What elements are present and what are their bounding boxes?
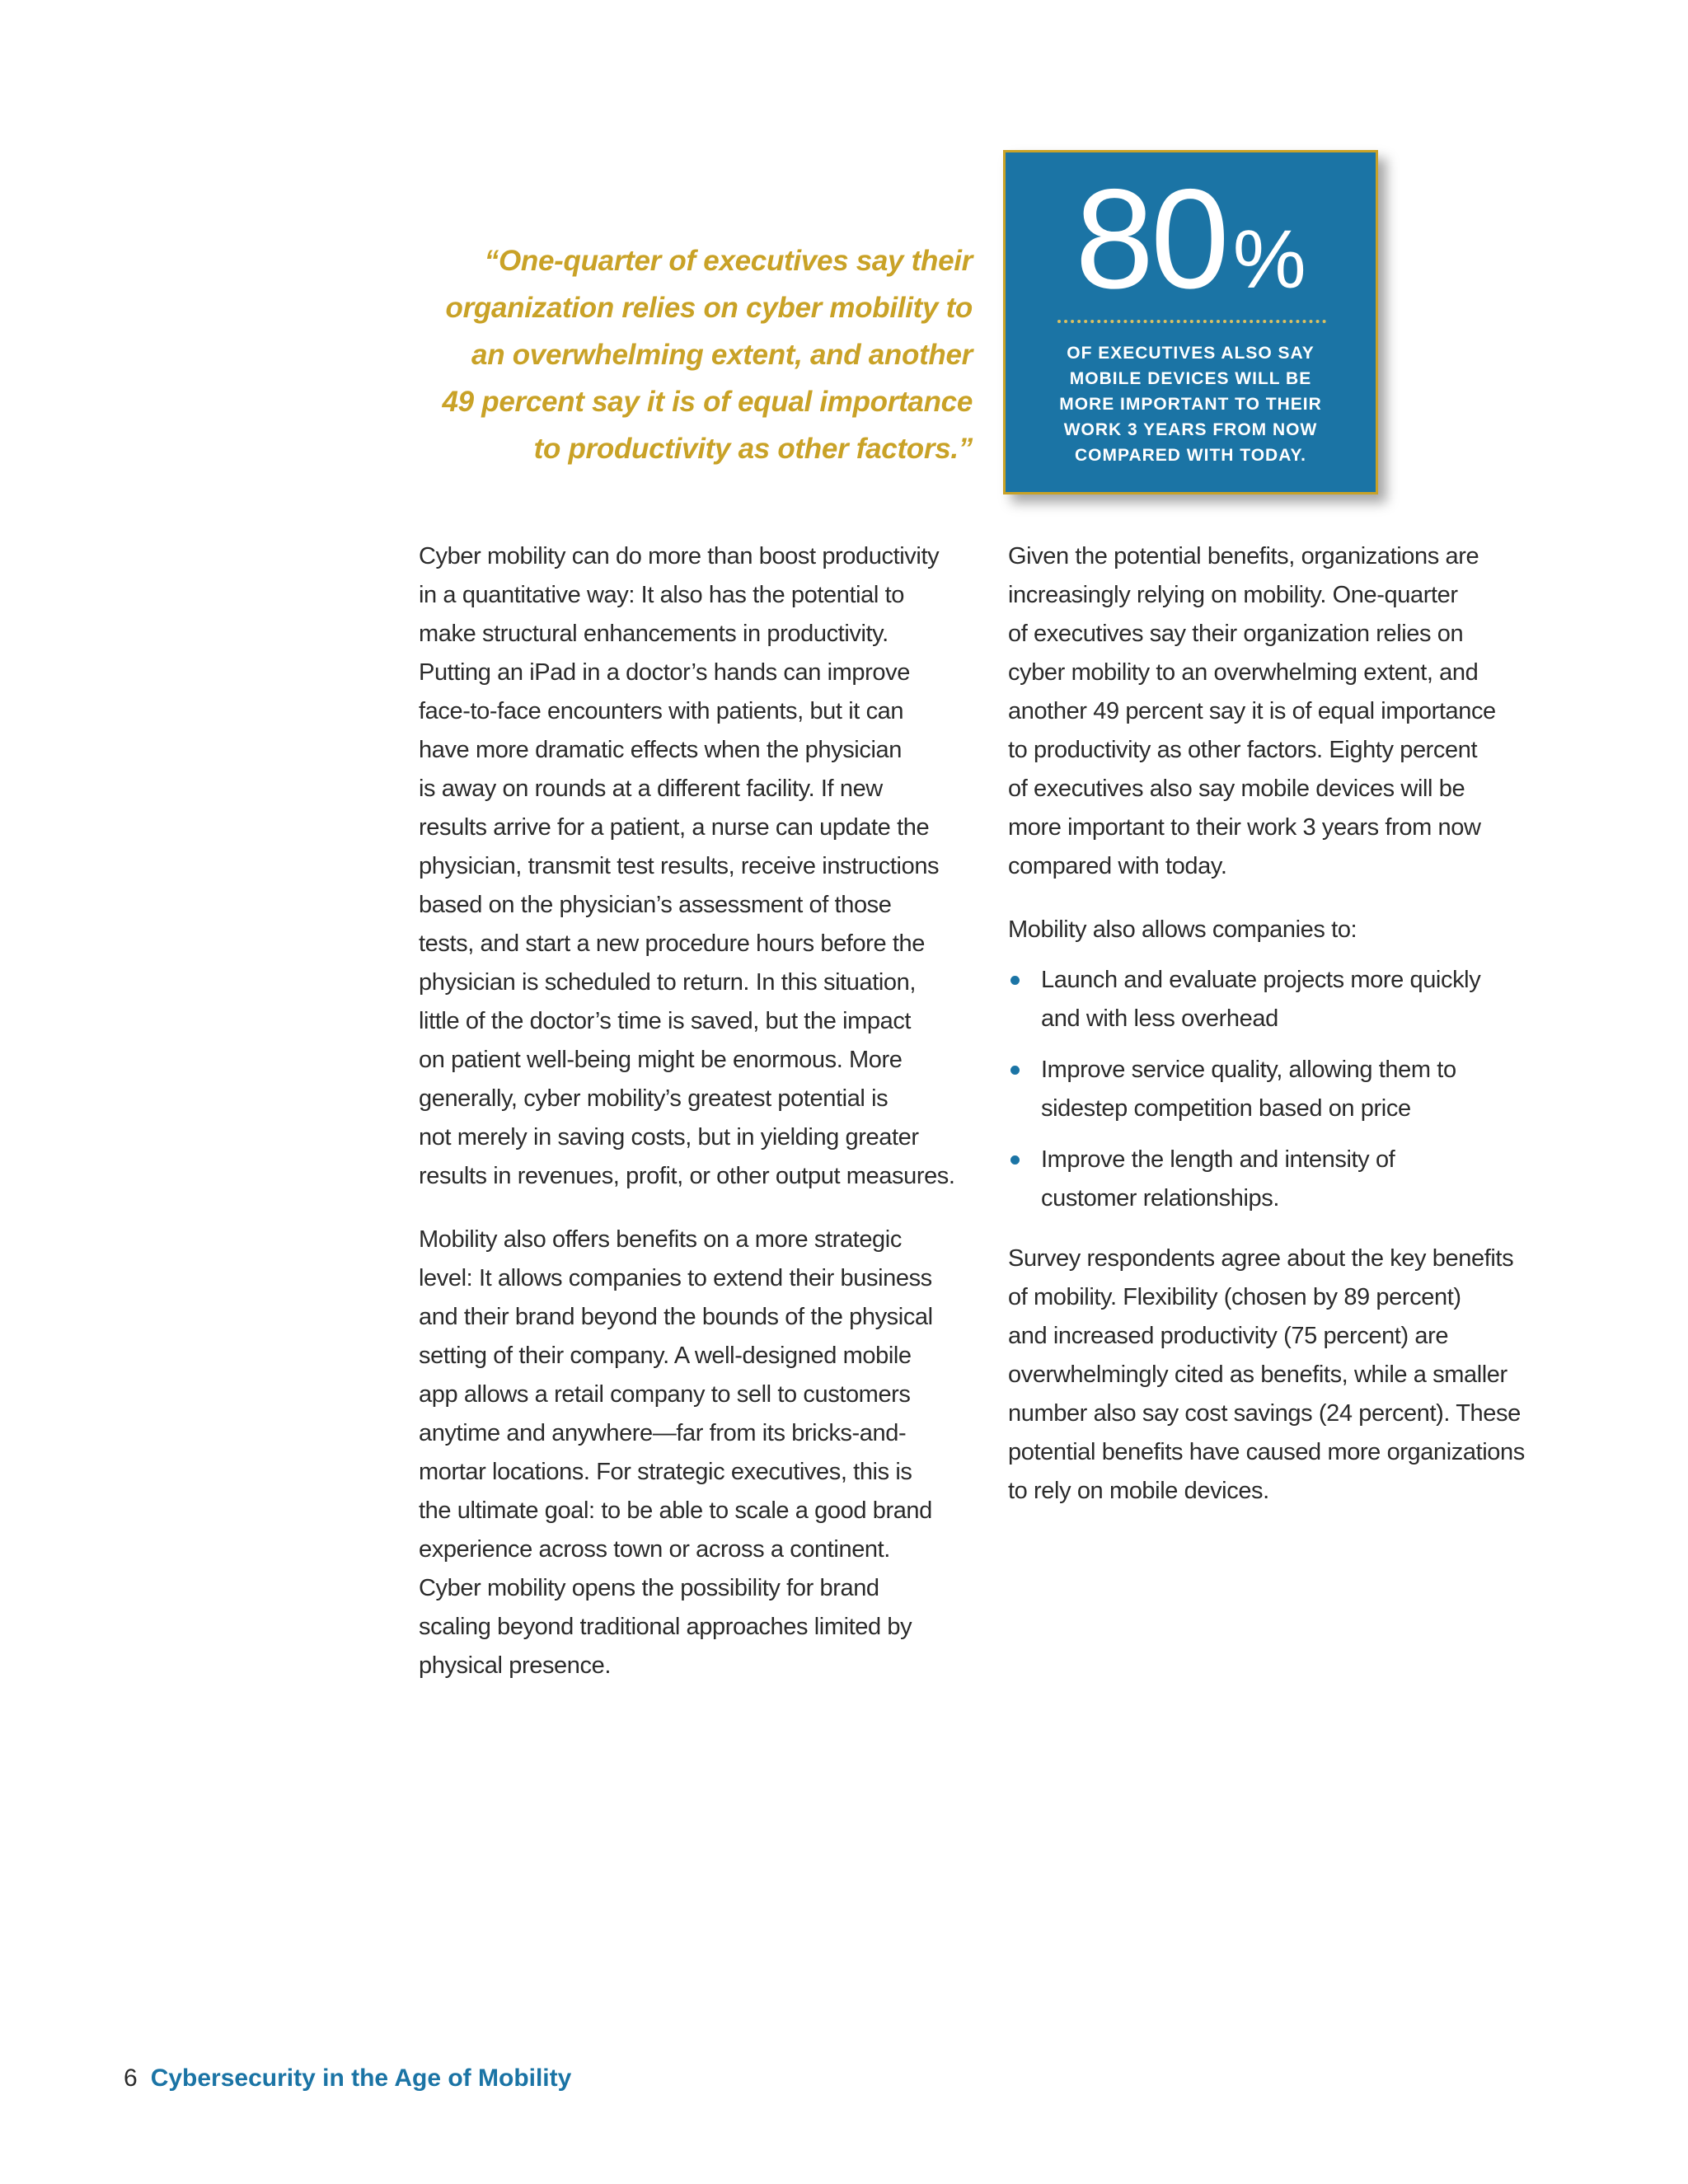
pull-quote-line: 49 percent say it is of equal importance xyxy=(442,386,973,418)
text-line: results arrive for a patient, a nurse can update the xyxy=(419,814,930,841)
right-text-column xyxy=(1008,537,1585,1535)
stat-caption-line: COMPARED WITH TODAY. xyxy=(1075,446,1306,465)
text-line: of mobility. Flexibility (chosen by 89 percent) xyxy=(1008,1284,1461,1310)
text-line: the ultimate goal: to be able to scale a good brand xyxy=(419,1497,932,1524)
text-line: scaling beyond traditional approaches limited by xyxy=(419,1614,912,1640)
footer-title: Cybersecurity in the Age of Mobility xyxy=(150,2064,572,2092)
stat-caption xyxy=(1022,340,1359,468)
bullet-dot-icon xyxy=(1010,1155,1020,1165)
benefits-list xyxy=(1008,961,1585,1218)
text-line: Launch and evaluate projects more quickly xyxy=(1041,967,1481,993)
stat-number: 80 xyxy=(1075,160,1226,318)
text-line: tests, and start a new procedure hours before the xyxy=(419,930,925,957)
text-line: generally, cyber mobility’s greatest potential is xyxy=(419,1085,889,1112)
text-line: potential benefits have caused more organizations xyxy=(1008,1439,1525,1465)
text-line: compared with today. xyxy=(1008,853,1227,879)
text-line: make structural enhancements in productivity. xyxy=(419,621,889,647)
text-line: Mobility also offers benefits on a more strategic xyxy=(419,1226,902,1253)
text-line: Given the potential benefits, organizations are xyxy=(1008,543,1479,569)
text-line: physician, transmit test results, receive instructions xyxy=(419,853,940,879)
page-footer xyxy=(124,2062,571,2095)
pull-quote xyxy=(412,237,973,472)
body-paragraph xyxy=(1008,537,1585,886)
list-item xyxy=(1008,961,1585,1038)
text-line: Putting an iPad in a doctor’s hands can improve xyxy=(419,659,910,686)
text-line: to rely on mobile devices. xyxy=(1008,1478,1269,1504)
body-paragraph xyxy=(419,1221,996,1685)
body-paragraph xyxy=(1008,1240,1585,1511)
dotted-divider xyxy=(1057,320,1326,323)
page-number: 6 xyxy=(124,2064,138,2092)
text-line: Improve service quality, allowing them to xyxy=(1041,1057,1456,1083)
stat-caption-line: MOBILE DEVICES WILL BE xyxy=(1069,369,1312,388)
text-line: face-to-face encounters with patients, but it can xyxy=(419,698,904,724)
text-line: customer relationships. xyxy=(1041,1185,1279,1212)
left-text-column xyxy=(419,537,996,1710)
text-line: based on the physician’s assessment of those xyxy=(419,892,892,918)
pull-quote-line: “One-quarter of executives say their xyxy=(484,245,973,277)
text-line: results in revenues, profit, or other output measures. xyxy=(419,1163,955,1189)
text-line: of executives say their organization relies on xyxy=(1008,621,1464,647)
pull-quote-line: to productivity as other factors.” xyxy=(533,433,973,465)
text-line: Survey respondents agree about the key benefits xyxy=(1008,1245,1514,1272)
text-line: and their brand beyond the bounds of the physical xyxy=(419,1304,933,1330)
body-paragraph xyxy=(419,537,996,1196)
text-line: Mobility also allows companies to: xyxy=(1008,916,1357,943)
stat-caption-line: MORE IMPORTANT TO THEIR xyxy=(1059,395,1322,414)
text-line: mortar locations. For strategic executives, this is xyxy=(419,1459,912,1485)
bullet-dot-icon xyxy=(1010,976,1020,985)
text-line: physician is scheduled to return. In this situation, xyxy=(419,969,917,996)
text-line: more important to their work 3 years from now xyxy=(1008,814,1481,841)
list-item xyxy=(1008,1051,1585,1128)
stat-caption-line: OF EXECUTIVES ALSO SAY xyxy=(1067,344,1315,363)
stat-figure xyxy=(1006,160,1376,318)
text-line: physical presence. xyxy=(419,1652,611,1679)
text-line: have more dramatic effects when the physician xyxy=(419,737,902,763)
text-line: level: It allows companies to extend their business xyxy=(419,1265,932,1291)
text-line: experience across town or across a continent. xyxy=(419,1536,890,1563)
stat-callout-box xyxy=(1003,150,1378,494)
text-line: little of the doctor’s time is saved, but the impact xyxy=(419,1008,912,1034)
text-line: in a quantitative way: It also has the potential to xyxy=(419,582,904,608)
bullet-dot-icon xyxy=(1010,1066,1020,1075)
text-line: sidestep competition based on price xyxy=(1041,1095,1411,1122)
text-line: another 49 percent say it is of equal importance xyxy=(1008,698,1496,724)
pull-quote-line: an overwhelming extent, and another xyxy=(471,339,973,371)
text-line: is away on rounds at a different facility. If new xyxy=(419,776,883,802)
text-line: cyber mobility to an overwhelming extent, and xyxy=(1008,659,1479,686)
text-line: on patient well-being might be enormous. More xyxy=(419,1047,903,1073)
pull-quote-line: organization relies on cyber mobility to xyxy=(445,292,973,324)
text-line: overwhelmingly cited as benefits, while a smaller xyxy=(1008,1361,1507,1388)
text-line: Cyber mobility opens the possibility for brand xyxy=(419,1575,879,1601)
stat-caption-line: WORK 3 YEARS FROM NOW xyxy=(1063,420,1318,439)
text-line: setting of their company. A well-designed mobile xyxy=(419,1343,912,1369)
text-line: not merely in saving costs, but in yielding greater xyxy=(419,1124,919,1151)
stat-percent-sign: % xyxy=(1232,213,1306,306)
list-intro xyxy=(1008,911,1585,949)
text-line: Improve the length and intensity of xyxy=(1041,1146,1395,1173)
text-line: anytime and anywhere—far from its bricks-and- xyxy=(419,1420,907,1446)
text-line: to productivity as other factors. Eighty percent xyxy=(1008,737,1478,763)
text-line: Cyber mobility can do more than boost productivity xyxy=(419,543,940,569)
list-item xyxy=(1008,1141,1585,1218)
text-line: app allows a retail company to sell to customers xyxy=(419,1381,911,1408)
text-line: number also say cost savings (24 percent). These xyxy=(1008,1400,1521,1427)
text-line: increasingly relying on mobility. One-quarter xyxy=(1008,582,1458,608)
text-line: and with less overhead xyxy=(1041,1005,1278,1032)
text-line: and increased productivity (75 percent) are xyxy=(1008,1323,1449,1349)
text-line: of executives also say mobile devices will be xyxy=(1008,776,1465,802)
